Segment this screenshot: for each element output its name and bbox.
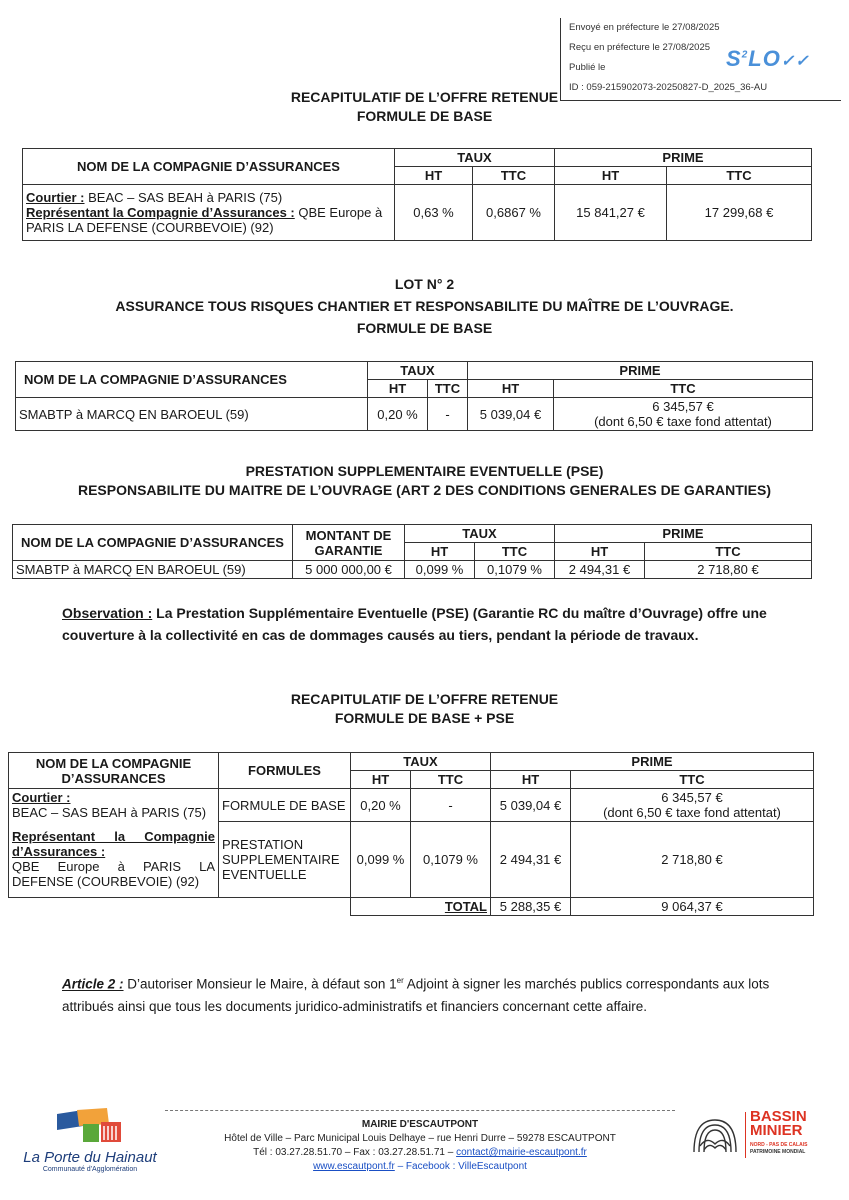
- header-taux-ttc: TTC: [475, 543, 555, 561]
- formule-cell: PRESTATION SUPPLEMENTAIRE EVENTUELLE: [219, 822, 351, 898]
- taux-ttc: 0,1079 %: [411, 822, 491, 898]
- taux-ttc: 0,6867 %: [473, 185, 555, 241]
- section1-title: RECAPITULATIF DE L’OFFRE RETENUE FORMULE DE BASE: [290, 89, 559, 124]
- header-company: NOM DE LA COMPAGNIE D’ASSURANCES: [13, 525, 293, 561]
- stamp-id: ID : 059-215902073-20250827-D_2025_36-AU: [569, 82, 768, 93]
- company-courtier-cell: Courtier : BEAC – SAS BEAH à PARIS (75): [9, 789, 219, 822]
- website-link[interactable]: www.escautpont.fr: [313, 1161, 395, 1172]
- company-rep-cell: Représentant la Compagnie d’Assurances : QBE Europe à PARIS LA DEFENSE (COURBEVOIE) (92): [9, 822, 219, 898]
- header-taux-ttc: TTC: [428, 380, 468, 398]
- total-ttc: 9 064,37 €: [571, 898, 814, 916]
- prime-ttc: 6 345,57 € (dont 6,50 € taxe fond attentat): [554, 398, 813, 431]
- header-taux-ht: HT: [368, 380, 428, 398]
- total-row: [9, 898, 814, 916]
- taux-ht: 0,20 %: [368, 398, 428, 431]
- stamp-sent: Envoyé en préfecture le 27/08/2025: [569, 22, 720, 33]
- porte-du-hainaut-logo: La Porte du Hainaut Communauté d'Agglomération: [15, 1108, 165, 1168]
- taux-ht: 0,099 %: [351, 822, 411, 898]
- header-taux: TAUX: [351, 753, 491, 771]
- header-prime-ht: HT: [491, 771, 571, 789]
- taux-ttc: -: [428, 398, 468, 431]
- pse-title: PRESTATION SUPPLEMENTAIRE EVENTUELLE (PSE) RESPONSABILITE DU MAITRE DE L’OUVRAGE (ART 2 DES CONDITIONS GENERALES DE GARANTIES): [77, 463, 772, 498]
- lot2-title: LOT N° 2 ASSURANCE TOUS RISQUES CHANTIER ET RESPONSABILITE DU MAÎTRE DE L’OUVRAGE. FORMULE DE BASE: [115, 276, 734, 336]
- table-row: [9, 789, 814, 822]
- header-prime: PRIME: [491, 753, 814, 771]
- footer-divider: [165, 1110, 675, 1111]
- header-formules: FORMULES: [219, 753, 351, 789]
- article-2: Article 2 : D’autoriser Monsieur le Maire, à défaut son 1er Adjoint à signer les marchés publics correspondants aux lots attribués ainsi que tous les documents juridico-administratifs et financiers concernant cette affaire.: [62, 976, 770, 1014]
- formule-cell: FORMULE DE BASE: [219, 789, 351, 822]
- prime-ttc: 2 718,80 €: [571, 822, 814, 898]
- header-prime-ht: HT: [555, 167, 667, 185]
- footer-contact: MAIRIE D'ESCAUTPONT Hôtel de Ville – Parc Municipal Louis Delhaye – rue Henri Durre – 59278 ESCAUTPONT Tél : 03.27.28.51.70 – Fax : 03.27.28.51.71 – contact@mairie-escautpont.fr www.escautpont.fr – Facebook : VilleEscautpont: [224, 1119, 616, 1172]
- table-pse: [12, 524, 812, 579]
- prime-ht: 2 494,31 €: [555, 561, 645, 579]
- total-label: TOTAL: [351, 898, 491, 916]
- header-prime-ttc: TTC: [554, 380, 813, 398]
- header-company: NOM DE LA COMPAGNIE D’ASSURANCES: [9, 753, 219, 789]
- header-taux: TAUX: [368, 362, 468, 380]
- prime-ht: 2 494,31 €: [491, 822, 571, 898]
- stamp-published: Publié le: [569, 62, 606, 73]
- taux-ht: 0,099 %: [405, 561, 475, 579]
- email-link[interactable]: contact@mairie-escautpont.fr: [456, 1147, 587, 1158]
- taux-ttc: -: [411, 789, 491, 822]
- fingerprint-icon: [690, 1114, 740, 1158]
- company-cell: SMABTP à MARCQ EN BAROEUL (59): [13, 561, 293, 579]
- company-cell: SMABTP à MARCQ EN BAROEUL (59): [16, 398, 368, 431]
- stamp-received: Reçu en préfecture le 27/08/2025: [569, 42, 711, 53]
- header-taux: TAUX: [395, 149, 555, 167]
- header-prime-ttc: TTC: [645, 543, 812, 561]
- header-taux: TAUX: [405, 525, 555, 543]
- table-row: [23, 185, 812, 241]
- header-prime: PRIME: [555, 525, 812, 543]
- section4-title: RECAPITULATIF DE L’OFFRE RETENUE FORMULE DE BASE + PSE: [290, 691, 559, 726]
- flags-icon: [15, 1108, 165, 1146]
- table-formule-base-lot1: [22, 148, 812, 241]
- prime-ht: 5 039,04 €: [468, 398, 554, 431]
- taux-ttc: 0,1079 %: [475, 561, 555, 579]
- header-prime-ttc: TTC: [667, 167, 812, 185]
- header-taux-ttc: TTC: [473, 167, 555, 185]
- taux-ht: 0,20 %: [351, 789, 411, 822]
- header-company: NOM DE LA COMPAGNIE D’ASSURANCES: [16, 362, 368, 398]
- header-montant: MONTANT DE GARANTIE: [293, 525, 405, 561]
- montant-garantie: 5 000 000,00 €: [293, 561, 405, 579]
- prime-ttc: 17 299,68 €: [667, 185, 812, 241]
- prime-ht: 5 039,04 €: [491, 789, 571, 822]
- table-formule-base-pse: [8, 752, 814, 916]
- taux-ht: 0,63 %: [395, 185, 473, 241]
- s2lo-logo: $S^2LO✓✓$: [726, 46, 810, 71]
- header-taux-ttc: TTC: [411, 771, 491, 789]
- header-company: NOM DE LA COMPAGNIE D’ASSURANCES: [23, 149, 395, 185]
- prime-ht: 15 841,27 €: [555, 185, 667, 241]
- prime-ttc: 6 345,57 € (dont 6,50 € taxe fond attentat): [571, 789, 814, 822]
- header-prime-ttc: TTC: [571, 771, 814, 789]
- table-row: [16, 398, 813, 431]
- header-prime: PRIME: [468, 362, 813, 380]
- table-lot2: [15, 361, 813, 431]
- header-prime-ht: HT: [555, 543, 645, 561]
- bassin-minier-logo: BASSIN MINIER NORD - PAS DE CALAIS PATRIMOINE MONDIAL: [690, 1112, 840, 1162]
- prime-ttc: 2 718,80 €: [645, 561, 812, 579]
- table-row: [9, 822, 814, 898]
- header-prime-ht: HT: [468, 380, 554, 398]
- company-cell: Courtier : BEAC – SAS BEAH à PARIS (75) Représentant la Compagnie d’Assurances : QBE Europe à PARIS LA DEFENSE (COURBEVOIE) (92): [23, 185, 395, 241]
- header-prime: PRIME: [555, 149, 812, 167]
- observation-paragraph: Observation : La Prestation Supplémentaire Eventuelle (PSE) (Garantie RC du maître d’Ouvrage) offre une couverture à la collectivité en cas de dommages causés au tiers, pendant la période de travaux.: [62, 605, 767, 643]
- checkmark-icon: ✓✓: [780, 53, 810, 70]
- header-taux-ht: HT: [395, 167, 473, 185]
- header-taux-ht: HT: [351, 771, 411, 789]
- total-ht: 5 288,35 €: [491, 898, 571, 916]
- header-taux-ht: HT: [405, 543, 475, 561]
- table-row: [13, 561, 812, 579]
